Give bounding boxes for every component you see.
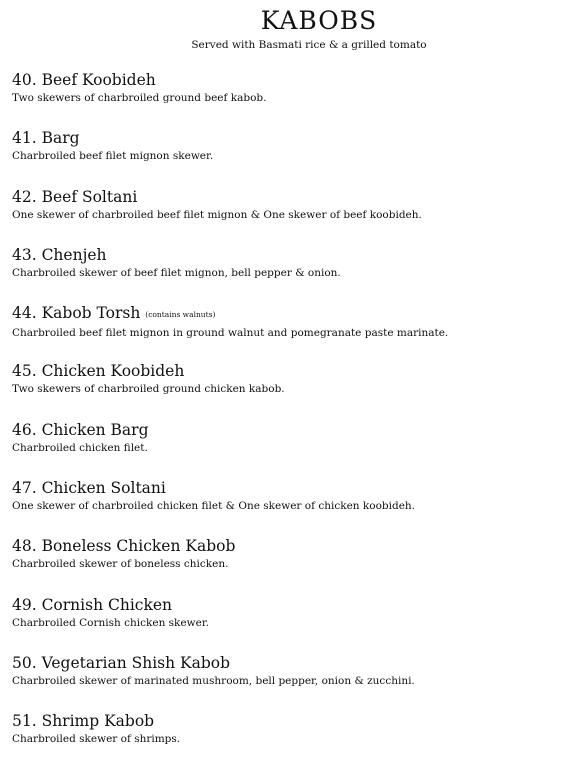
item-name: 49. Cornish Chicken: [12, 595, 173, 614]
item-description: Charbroiled skewer of boneless chicken.: [12, 558, 229, 571]
menu-header: [0, 6, 578, 52]
page-title: KABOBS: [260, 6, 378, 35]
menu-item: [12, 70, 572, 128]
item-description: Charbroiled skewer of shrimps.: [12, 733, 181, 746]
item-description: One skewer of charbroiled chicken filet & One skewer of chicken koobideh.: [12, 500, 416, 513]
item-name: 42. Beef Soltani: [12, 187, 138, 206]
item-name: 51. Shrimp Kabob: [12, 712, 155, 731]
item-description: One skewer of charbroiled beef filet mignon & One skewer of beef koobideh.: [12, 208, 422, 221]
item-name: 45. Chicken Koobideh: [12, 362, 185, 381]
item-name: 48. Boneless Chicken Kabob: [12, 537, 236, 556]
item-name: 40. Beef Koobideh: [12, 71, 156, 89]
menu-item: [12, 187, 572, 245]
item-description: Charbroiled beef filet mignon in ground walnut and pomegranate paste marinate.: [12, 327, 449, 340]
menu-item: [12, 245, 572, 303]
menu-list: [12, 70, 572, 770]
menu-item: [12, 420, 572, 478]
item-description: Charbroiled beef filet mignon skewer.: [12, 150, 214, 163]
item-description: Two skewers of charbroiled ground chicken kabob.: [12, 383, 285, 396]
item-name: 50. Vegetarian Shish Kabob: [12, 653, 231, 672]
item-name: 47. Chicken Soltani: [12, 479, 166, 498]
menu-item: [12, 478, 572, 536]
menu-item: [12, 361, 572, 419]
item-description: Charbroiled chicken filet.: [12, 441, 148, 454]
item-description: Charbroiled skewer of marinated mushroom, bell pepper, onion & zucchini.: [12, 674, 415, 687]
menu-item: [12, 595, 572, 653]
menu-item: [12, 128, 572, 186]
item-note: (contains walnuts): [145, 310, 216, 320]
menu-item: [12, 536, 572, 594]
menu-item: [12, 653, 572, 711]
item-description: Two skewers of charbroiled ground beef kabob.: [12, 92, 267, 104]
item-name: 41. Barg: [12, 129, 80, 148]
page-subtitle: Served with Basmati rice & a grilled tomato: [191, 39, 427, 51]
item-description: Charbroiled skewer of beef filet mignon, bell pepper & onion.: [12, 266, 341, 279]
item-name: 46. Chicken Barg: [12, 420, 149, 439]
item-name: 44. Kabob Torsh (contains walnuts): [12, 304, 216, 323]
menu-item: [12, 303, 572, 361]
item-name: 43. Chenjeh: [12, 245, 107, 264]
item-description: Charbroiled Cornish chicken skewer.: [12, 616, 210, 629]
